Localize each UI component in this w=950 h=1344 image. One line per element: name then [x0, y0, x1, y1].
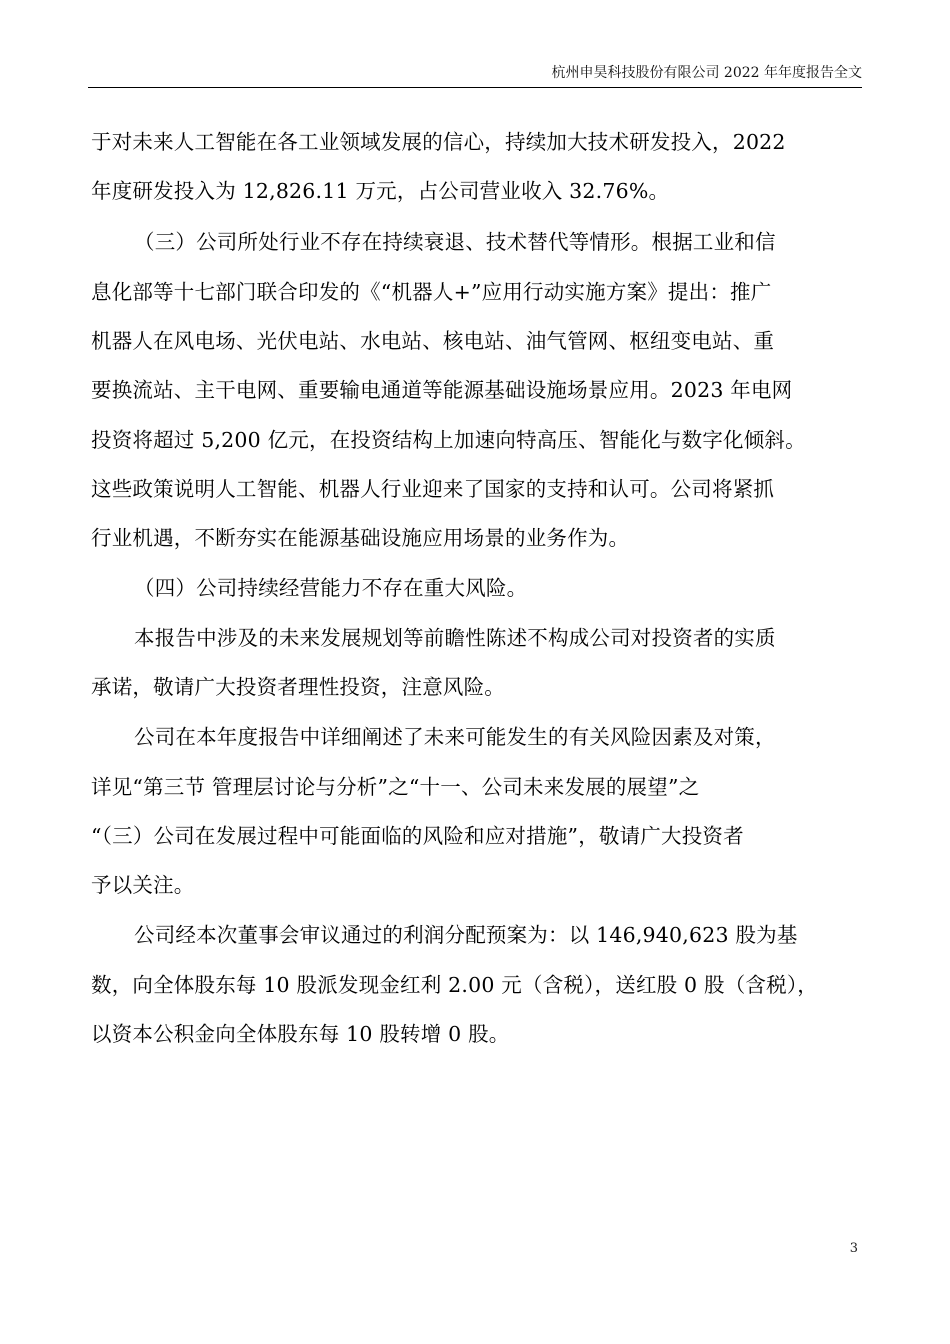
text-line: 于对未来人工智能在各工业领域发展的信心，持续加大技术研发投入，2022	[91, 130, 786, 154]
text-line: “（三）公司在发展过程中可能面临的风险和应对措施”，敬请广大投资者	[91, 824, 744, 848]
text-line: 息化部等十七部门联合印发的《“机器人+”应用行动实施方案》提出：推广	[91, 280, 772, 304]
text-line: 承诺，敬请广大投资者理性投资，注意风险。	[91, 675, 505, 699]
text-line: 本报告中涉及的未来发展规划等前瞻性陈述不构成公司对投资者的实质	[134, 626, 776, 650]
text-line: 数，向全体股东每 10 股派发现金红利 2.00 元（含税），送红股 0 股（含税），	[91, 973, 818, 997]
text-line: 投资将超过 5,200 亿元，在投资结构上加速向特高压、智能化与数字化倾斜。	[91, 428, 806, 452]
text-line: 这些政策说明人工智能、机器人行业迎来了国家的支持和认可。公司将紧抓	[91, 477, 775, 501]
text-line: 公司在本年度报告中详细阐述了未来可能发生的有关风险因素及对策，	[134, 725, 776, 749]
text-line: 要换流站、主干电网、重要输电通道等能源基础设施场景应用。2023 年电网	[91, 378, 793, 402]
text-line: 公司经本次董事会审议通过的利润分配预案为：以 146,940,623 股为基	[134, 923, 798, 947]
text-line: 年度研发投入为 12,826.11 万元，占公司营业收入 32.76%。	[91, 179, 670, 203]
text-line: （四）公司持续经营能力不存在重大风险。	[134, 576, 528, 600]
text-line: （三）公司所处行业不存在持续衰退、技术替代等情形。根据工业和信	[134, 230, 776, 254]
header-divider	[88, 87, 862, 88]
text-line: 予以关注。	[91, 873, 195, 897]
text-line: 行业机遇，不断夯实在能源基础设施应用场景的业务作为。	[91, 526, 630, 550]
page-number: 3	[849, 1241, 858, 1256]
text-line: 机器人在风电场、光伏电站、水电站、核电站、油气管网、枢纽变电站、重	[91, 329, 775, 353]
text-line: 以资本公积金向全体股东每 10 股转增 0 股。	[91, 1022, 510, 1046]
text-line: 详见“第三节 管理层讨论与分析”之“十一、公司未来发展的展望”之	[91, 775, 700, 799]
header-title: 杭州申昊科技股份有限公司 2022 年年度报告全文	[551, 65, 862, 81]
